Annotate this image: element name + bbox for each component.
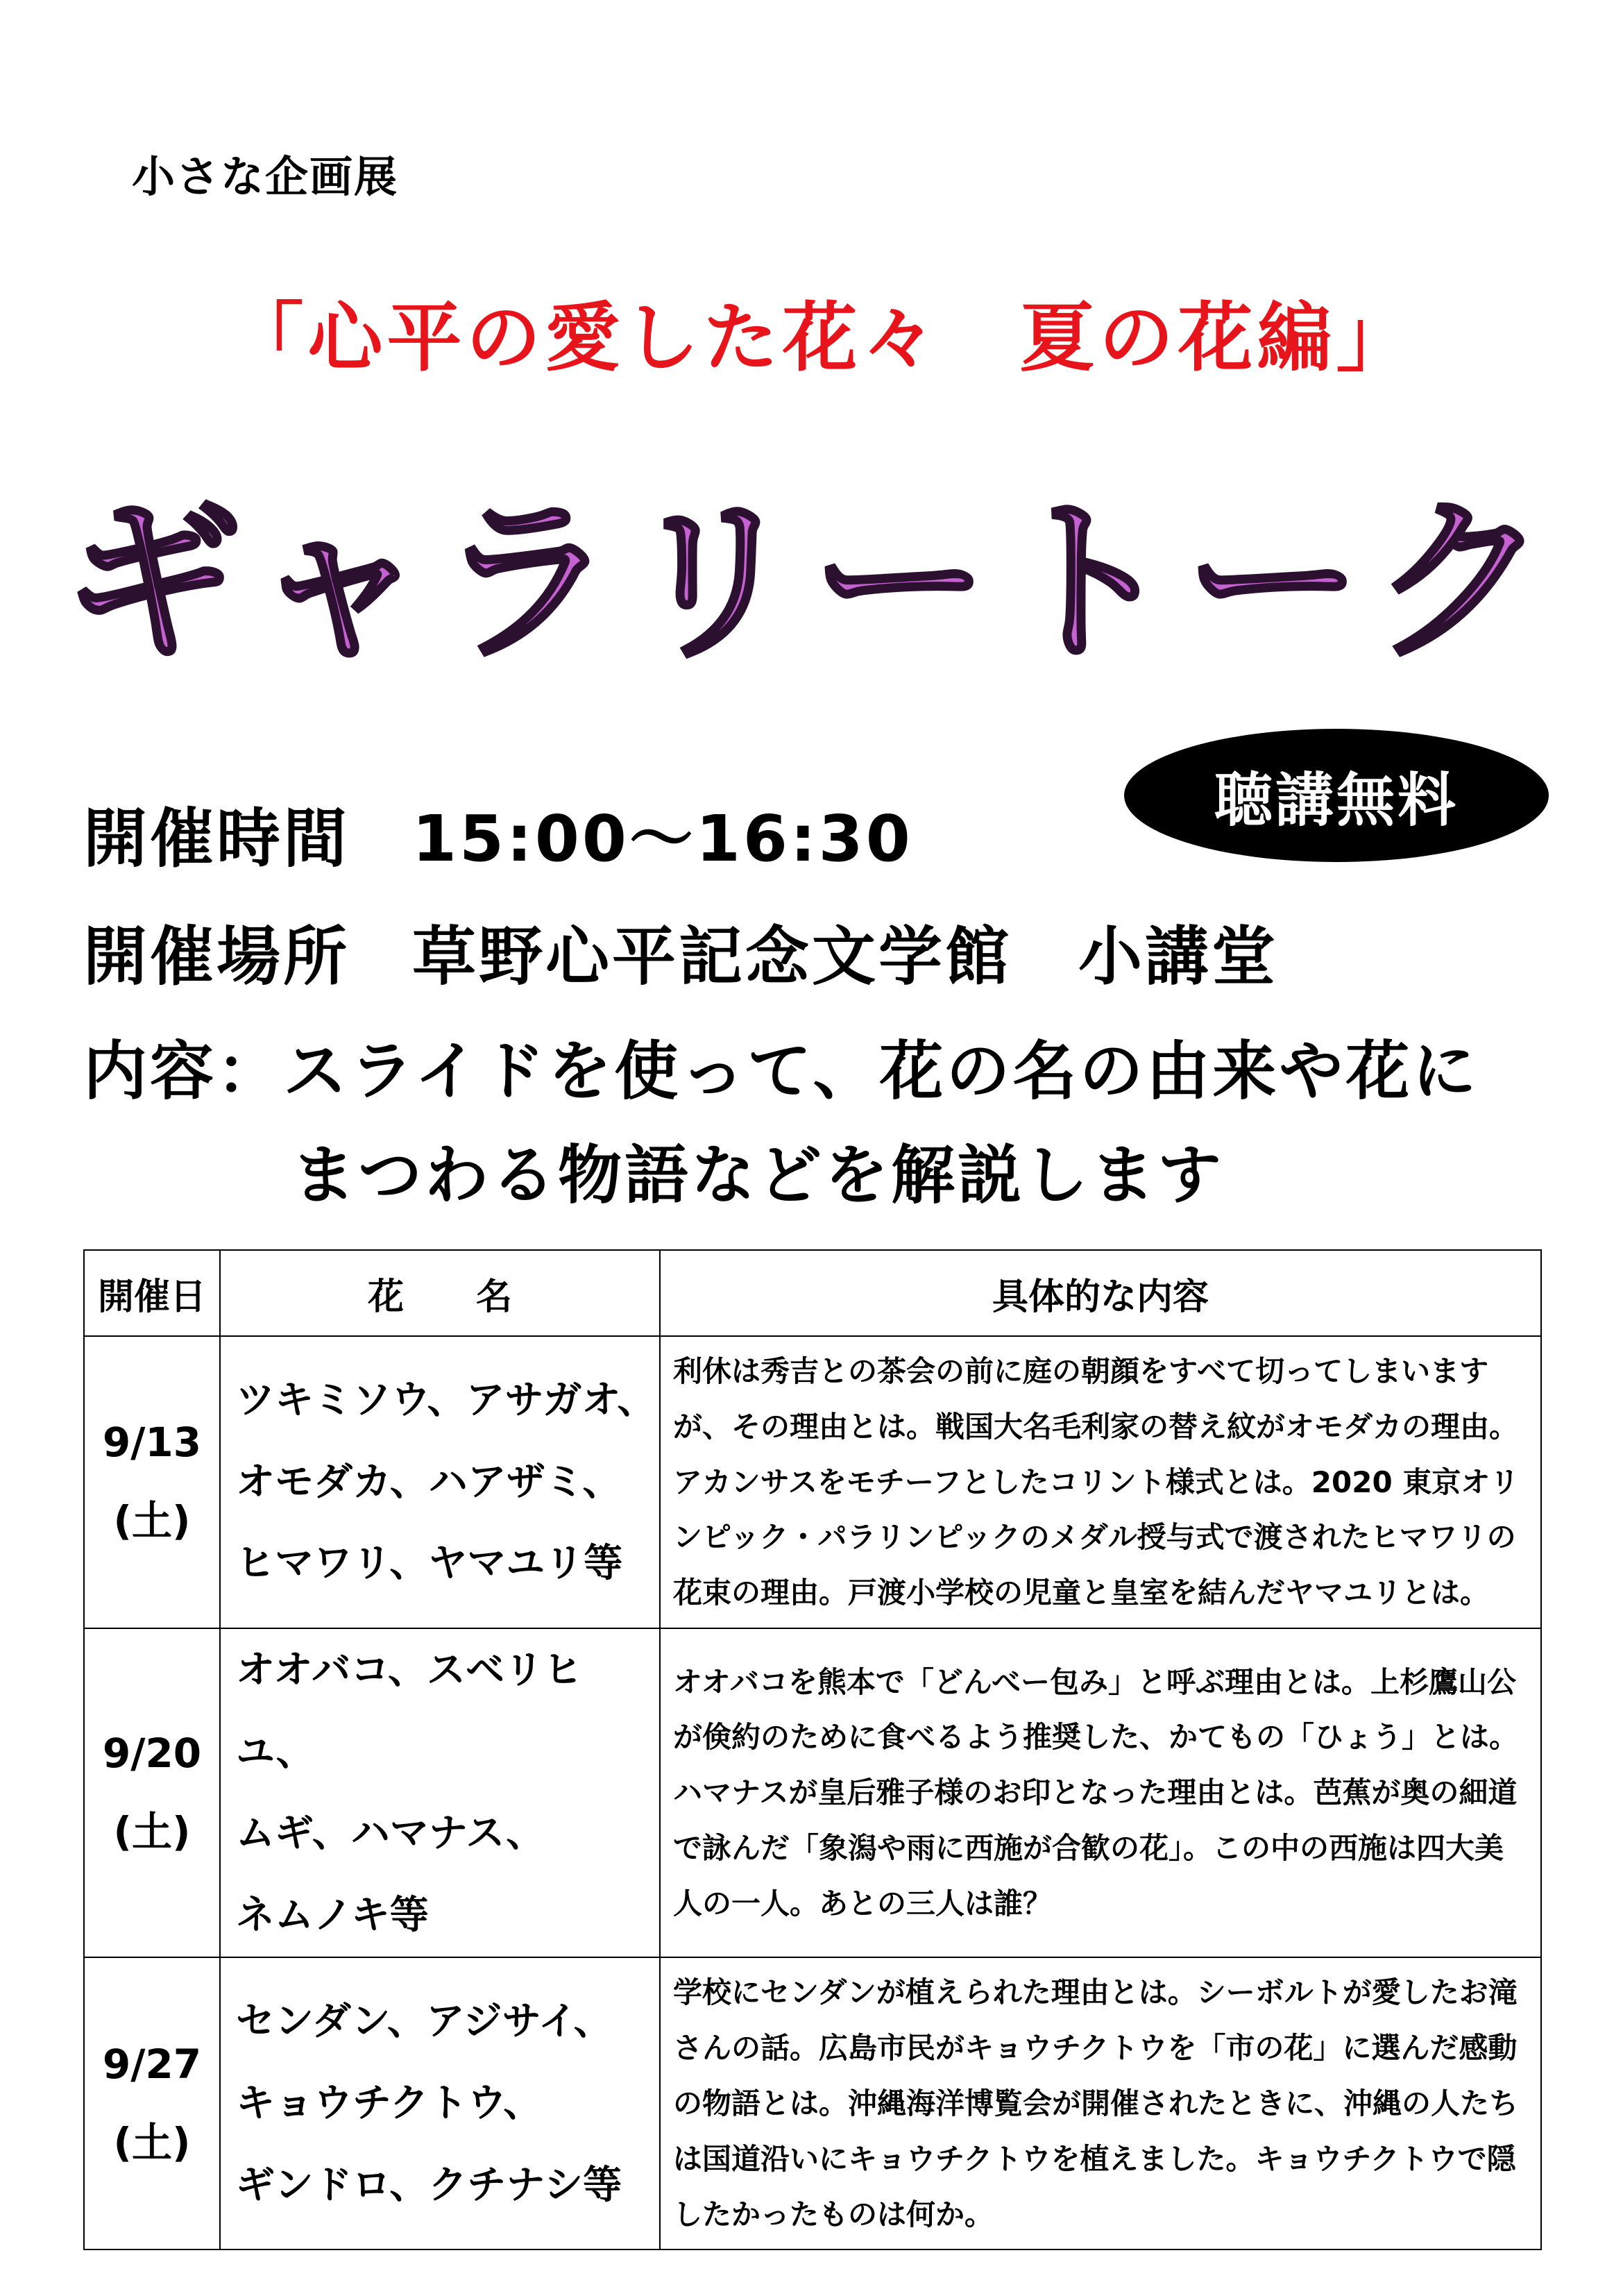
date: 9/20 (102, 1730, 202, 1778)
header-flowers: 花 名 (220, 1250, 660, 1336)
badge-label: 聴講無料 (1214, 766, 1459, 834)
weekday: (土) (113, 2118, 191, 2166)
subtitle: 小さな企画展 (132, 151, 399, 202)
table-row (84, 1628, 1541, 1957)
place-label: 開催場所 (83, 920, 350, 994)
date-cell (84, 1628, 220, 1957)
time-value: 15:00～16:30 (412, 802, 913, 876)
date-cell (84, 1336, 220, 1628)
detail-cell: 学校にセンダンが植えられた理由とは。シーボルトが愛したお滝さんの話。広島市民がキョウチクトウを「市の花」に選んだ感動の物語とは。沖縄海洋博覧会が開催されたときに、沖縄の人たちは国道沿いにキョウチクトウを植えました。キョウチクトウで隠したかったものは何か。 (660, 1957, 1541, 2249)
exhibit-title: 「心平の愛した花々 夏の花編」 (228, 295, 1416, 382)
date: 9/13 (102, 1419, 202, 1467)
place-value: 草野心平記念文学館 小講堂 (412, 920, 1279, 994)
content-line-2: まつわる物語などを解説します (291, 1138, 1225, 1213)
place-line (83, 906, 1278, 997)
header-date: 開催日 (84, 1250, 220, 1336)
table-header-row (84, 1250, 1541, 1336)
flowers-cell: センダン、アジサイ、 キョウチクトウ、 ギンドロ、クチナシ等 (220, 1957, 660, 2249)
weekday: (土) (113, 1497, 191, 1545)
flowers-cell: ツキミソウ、アサガオ、 オモダカ、ハアザミ、 ヒマワリ、ヤマユリ等 (220, 1336, 660, 1628)
content-line-1: 内容：スライドを使って、花の名の由来や花に (83, 1034, 1479, 1108)
date: 9/27 (102, 2040, 202, 2088)
flowers-cell: オオバコ、スベリヒユ、 ムギ、ハマナス、 ネムノキ等 (220, 1628, 660, 1957)
detail-cell: 利休は秀吉との茶会の前に庭の朝顔をすべて切ってしまいますが、その理由とは。戦国大名毛利家の替え紋がオモダカの理由。アカンサスをモチーフとしたコリント様式とは。2020 東京オリンピック・パラリンピックのメダル授与式で渡されたヒマワリの花束の理由。戸渡小学校の児童と皇室を結んだヤマユリとは。 (660, 1336, 1541, 1628)
free-admission-badge (1124, 729, 1549, 862)
table-row (84, 1957, 1541, 2249)
date-cell (84, 1957, 220, 2249)
header-detail: 具体的な内容 (660, 1250, 1541, 1336)
event-title: ギャラリートーク (65, 480, 1558, 686)
table-row (84, 1336, 1541, 1628)
detail-cell: オオバコを熊本で「どんべー包み」と呼ぶ理由とは。上杉鷹山公が倹約のために食べるよう推奨した、かてもの「ひょう」とは。ハマナスが皇后雅子様のお印となった理由とは。芭蕉が奥の細道で詠んだ「象潟や雨に西施が合歓の花」。この中の西施は四大美人の一人。あとの三人は誰？ (660, 1628, 1541, 1957)
schedule-table (83, 1249, 1542, 2250)
weekday: (土) (113, 1808, 191, 1856)
time-line (83, 788, 913, 879)
time-label: 開催時間 (83, 802, 350, 876)
